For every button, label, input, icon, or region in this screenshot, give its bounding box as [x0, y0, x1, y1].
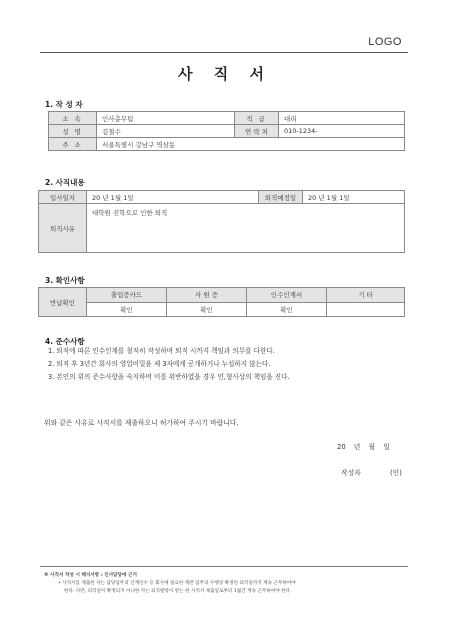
position-label: 직 급: [235, 112, 279, 125]
signer-label: 작성자: [341, 469, 361, 477]
footer-note-line: • 사직서를 제출한 자는 담당업무의 인계인수 등 회사에 필요한 제반 업무의 수행상 확정된 퇴직일까지 계속 근무하여야: [58, 581, 296, 586]
name-label: 성 명: [49, 125, 97, 138]
dept-label: 소 속: [49, 112, 97, 125]
contact-label: 연 락 처: [235, 125, 279, 138]
date-line: 20 년 월 일: [337, 443, 390, 451]
contact-value: 010-1234-: [279, 125, 405, 138]
seal-mark: (인): [390, 469, 402, 477]
join-date-label: 입사일자: [39, 191, 87, 204]
reason-label: 퇴직사유: [39, 204, 87, 253]
return-check-label: 반납확인: [39, 288, 87, 317]
rule-item: 2. 퇴직 후 3년간 회사의 영업비밀을 제 3자에게 공개하거나 누설하지 않는다.: [48, 360, 271, 368]
return-check-table: [38, 287, 405, 317]
section-1-heading: 1. 작 성 자: [45, 100, 83, 109]
employee-id-check: 확인: [167, 302, 247, 317]
footer-divider: [40, 566, 408, 567]
resign-date-value: 20 년 1월 1일: [303, 191, 405, 204]
statement: 위와 같은 사유로 사직서를 제출하오니 허가하여 주시기 바랍니다.: [44, 419, 239, 427]
address-label: 주 소: [49, 138, 97, 151]
col-other: 기 타: [327, 288, 405, 303]
handover-check: 확인: [247, 302, 327, 317]
rule-item: 3. 본인의 위의 준수사항을 숙지하며 이를 위반하였을 경우 민,형사상의 책임을 진다.: [48, 373, 290, 381]
col-handover: 인수인계서: [247, 288, 327, 303]
reason-value: 대학원 진학으로 인한 퇴직: [87, 204, 405, 253]
writer-table: [48, 111, 405, 151]
section-4-heading: 4. 준수사항: [45, 337, 85, 346]
col-access-card: 출입증카드: [87, 288, 167, 303]
header-divider: [40, 52, 408, 53]
col-employee-id: 사 원 증: [167, 288, 247, 303]
section-2-heading: 2. 사직내용: [45, 178, 85, 187]
name-value: 김철수: [97, 125, 235, 138]
resign-date-label: 퇴직예정일: [259, 191, 303, 204]
rule-item: 1. 퇴직에 따른 인수인계를 철저히 작성하며 퇴직 시까지 책임과 의무를 다한다.: [48, 347, 275, 355]
address-value: 서울특별시 강남구 역삼동: [97, 138, 405, 151]
logo: LOGO: [368, 36, 402, 48]
footer-note-line: 한다. 다만, 퇴직일이 확정되지 아니한 자는 퇴직발령이 받는 한 사직서 제출일로부터 1월간 계속 근무하여야 한다.: [64, 589, 292, 594]
document-title: 사 직 서: [178, 65, 272, 83]
dept-value: 인사총무팀: [97, 112, 235, 125]
resign-table: [38, 190, 405, 253]
footer-note-title: ※ 사직서 작성 시 해지사항 : 인사담당에 근거: [44, 573, 137, 578]
other-check: [327, 302, 405, 317]
access-card-check: 확인: [87, 302, 167, 317]
section-3-heading: 3. 확인사항: [45, 276, 85, 285]
join-date-value: 20 년 1월 1일: [87, 191, 259, 204]
position-value: 대리: [279, 112, 405, 125]
